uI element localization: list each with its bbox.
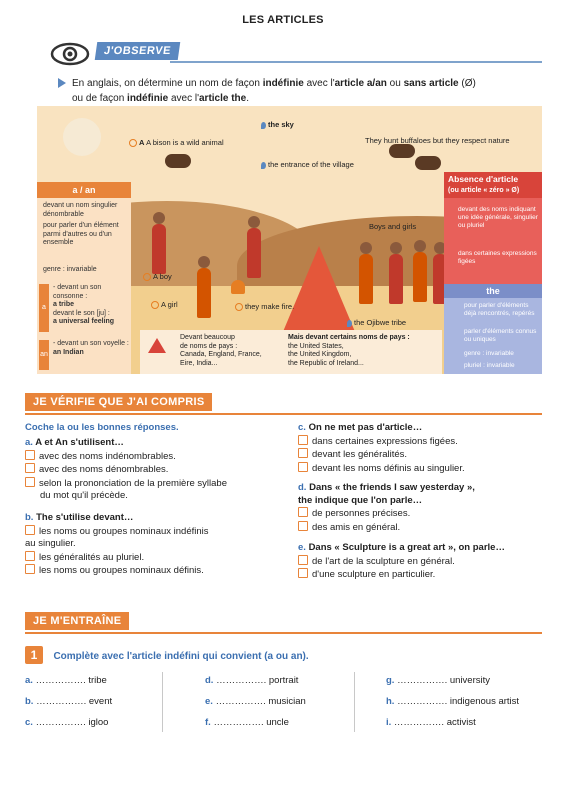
exercise-item[interactable]: h. ……………. indigenous artist — [386, 696, 520, 707]
fire-icon — [231, 280, 245, 294]
the-header: the — [444, 284, 542, 298]
absence-panel: Absence d'article (ou article « zéro » Ø) devant des noms indiquant une idée générale, singulier ou pluriel dans certaines expressions figées the pour parler d'éléments déjà rencontrés, repérés parler d'éléments connus ou uniques genre : invariable pluriel : invariable — [444, 172, 542, 374]
checkbox[interactable] — [25, 564, 35, 574]
bison-icon — [415, 156, 441, 170]
eye-icon — [50, 42, 90, 66]
boy-figure — [152, 224, 166, 274]
label-fire: they make fire. — [235, 302, 294, 311]
label-bison: A A bison is a wild animal — [129, 138, 224, 147]
label-ojibwe: the Ojibwe tribe — [347, 318, 406, 327]
observe-badge: J'OBSERVE — [95, 42, 180, 60]
checkbox[interactable] — [298, 555, 308, 565]
label-a-boy: A boy — [143, 272, 172, 281]
checkbox[interactable] — [298, 435, 308, 445]
arrow-icon — [58, 78, 66, 88]
absence-header: Absence d'article (ou article « zéro » Ø) — [444, 172, 542, 198]
country-note: Devant beaucoup de noms de pays : Canada, England, France, Eire, India... Mais devant certains noms de pays : the United States, the United Kingdom, the Republic of Ireland... — [140, 330, 442, 374]
label-sky: the sky — [261, 120, 294, 129]
exercise-1-header: 1 Complète avec l'article indéfini qui convient (a ou an). — [25, 646, 545, 664]
label-boys-girls: Boys and girls — [369, 222, 417, 231]
exercise-item[interactable]: g. ……………. university — [386, 675, 490, 686]
checkbox[interactable] — [298, 448, 308, 458]
a-an-panel: a / an devant un nom singulier dénombrable pour parler d'un élément parmi d'autres ou d'un ensemble genre : invariable a - devant un son consonne : a tribe devant le son [ju] : a universal feeling an - devant un son voyelle : an Indian — [37, 182, 131, 374]
exercise-item[interactable]: c. ……………. igloo — [25, 717, 109, 728]
question-b: b. The s'utilise devant… les noms ou groupes nominaux indéfinis au singulier. les généralités au pluriel. les noms ou groupes nominaux définis. — [25, 512, 209, 576]
label-buffaloes: They hunt buffaloes but they respect nature — [365, 136, 510, 145]
question-e: e. Dans « Sculpture is a great art », on parle… de l'art de la sculpture en général. d'une sculpture en particulier. — [298, 542, 505, 580]
checkbox[interactable] — [298, 521, 308, 531]
exercise-number: 1 — [25, 646, 43, 664]
sun-icon — [63, 118, 101, 156]
practice-badge: JE M'ENTRAÎNE — [25, 612, 129, 630]
verify-instruction: Coche la ou les bonnes réponses. — [25, 422, 179, 433]
checkbox[interactable] — [25, 450, 35, 460]
question-a: a. A et An s'utilisent… avec des noms indénombrables. avec des noms dénombrables. selon la prononciation de la première syllabe du mot qu'il précède. — [25, 437, 228, 501]
checkbox[interactable] — [25, 463, 35, 473]
checkbox[interactable] — [298, 507, 308, 517]
exercise-item[interactable]: d. ……………. portrait — [205, 675, 299, 686]
exercise-item[interactable]: a. ……………. tribe — [25, 675, 107, 686]
question-c: c. On ne met pas d'article… dans certaines expressions figées. devant les généralités. devant les noms définis au singulier. — [298, 422, 465, 474]
exercise-item[interactable]: e. ……………. musician — [205, 696, 306, 707]
bison-icon — [389, 144, 415, 158]
a-an-header: a / an — [37, 182, 131, 198]
observe-divider — [170, 61, 542, 63]
person-figure — [247, 228, 261, 278]
person-figure — [359, 254, 373, 304]
question-d: d. Dans « the friends I saw yesterday », the indique que l'on parle… de personnes précises. des amis en général. — [298, 482, 475, 533]
checkbox[interactable] — [298, 462, 308, 472]
observe-intro: En anglais, on détermine un nom de façon indéfinie avec l'article a/an ou sans article (Ø) ou de façon indéfinie avec l'article the. — [58, 76, 528, 106]
verify-badge: JE VÉRIFIE QUE J'AI COMPRIS — [25, 393, 212, 411]
warning-icon — [148, 338, 166, 353]
page-title: LES ARTICLES — [242, 14, 324, 26]
person-figure — [413, 252, 427, 302]
exercise-item[interactable]: b. ……………. event — [25, 696, 113, 707]
checkbox[interactable] — [25, 477, 35, 487]
exercise-item[interactable]: i. ……………. activist — [386, 717, 476, 728]
girl-figure — [197, 268, 211, 318]
bison-icon — [165, 154, 191, 168]
practice-divider — [25, 632, 542, 634]
person-figure — [389, 254, 403, 304]
checkbox[interactable] — [298, 568, 308, 578]
verify-divider — [25, 413, 542, 415]
label-entrance: the entrance of the village — [261, 160, 354, 169]
checkbox[interactable] — [25, 551, 35, 561]
exercise-item[interactable]: f. ……………. uncle — [205, 717, 289, 728]
label-a-girl: A girl — [151, 300, 178, 309]
checkbox[interactable] — [25, 525, 35, 535]
